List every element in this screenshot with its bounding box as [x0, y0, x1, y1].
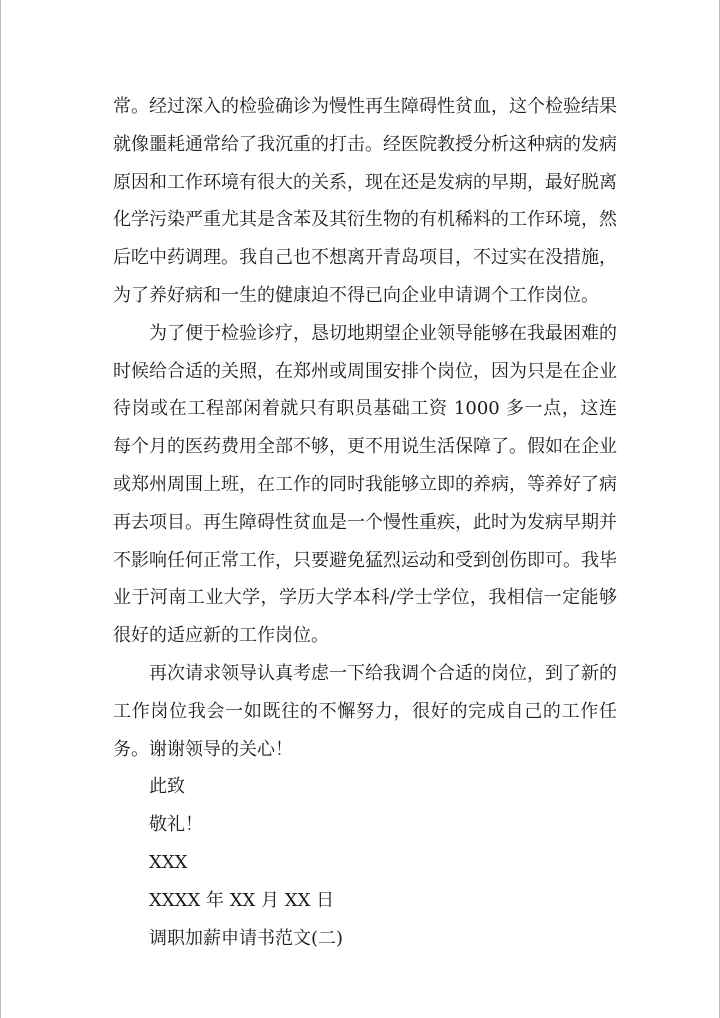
signature: XXX	[149, 851, 188, 873]
body-paragraph: 为了便于检验诊疗，恳切地期望企业领导能够在我最困难的时候给合适的关照，在郑州或周围安排个岗位，因为只是在企业待岗或在工程部闲着就只有职员基础工资 1000 多一点，这连每个月的医药费用全部不够，更不用说生活保障了。假如在企业或郑州周围上班，在工作的同时我能够立即的养病，等养好了病再去项目。再生障碍性贫血是一个慢性重疾，此时为发病早期并不影响任何正常工作，只要避免猛烈运动和受到创伤即可。我毕业于河南工业大学，学历大学本科/学士学位，我相信一定能够很好的适应新的工作岗位。	[113, 322, 617, 647]
body-paragraph: 常。经过深入的检验确诊为慢性再生障碍性贫血，这个检验结果就像噩耗通常给了我沉重的打击。经医院教授分析这种病的发病原因和工作环境有很大的关系，现在还是发病的早期，最好脱离化学污染严重尤其是含苯及其衍生物的有机稀料的工作环境，然后吃中药调理。我自己也不想离开青岛项目，不过实在没措施，为了养好病和一生的健康迫不得已向企业申请调个工作岗位。	[113, 96, 617, 306]
closing-salutation: 此致	[149, 776, 185, 798]
body-paragraph: 再次请求领导认真考虑一下给我调个合适的岗位，到了新的工作岗位我会一如既往的不懈努力，很好的完成自己的工作任务。谢谢领导的关心！	[113, 662, 617, 760]
closing-regards: 敬礼！	[149, 814, 203, 836]
document-body	[113, 88, 617, 957]
next-section-title: 调职加薪申请书范文(二)	[149, 927, 344, 949]
date-line: XXXX 年 XX 月 XX 日	[149, 889, 335, 911]
